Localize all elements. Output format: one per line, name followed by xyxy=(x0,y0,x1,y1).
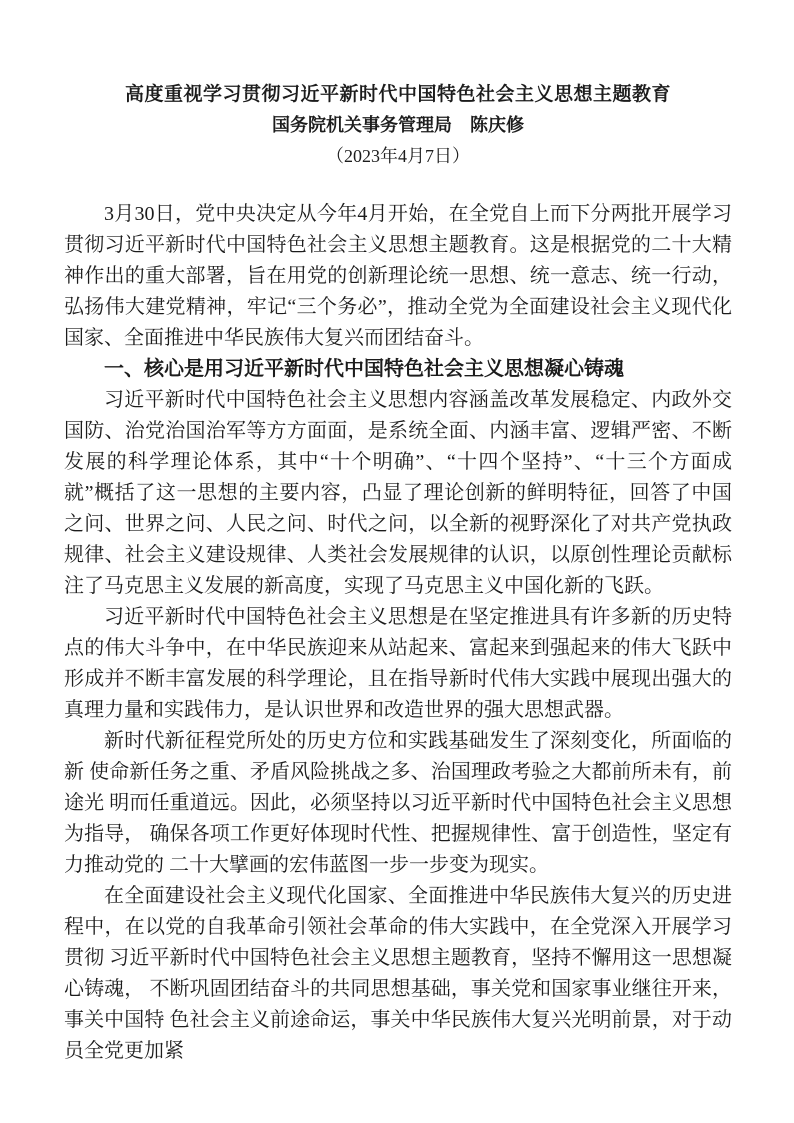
document-body xyxy=(64,199,732,1067)
document-byline: 国务院机关事务管理局 陈庆修 xyxy=(272,115,524,135)
document-title: 高度重视学习贯彻习近平新时代中国特色社会主义思想主题教育 xyxy=(124,84,671,105)
paragraph: 习近平新时代中国特色社会主义思想是在坚定推进具有许多新的历史特点的伟大斗争中，在中华民族迎来从站起来、富起来到强起来的伟大飞跃中形成并不断丰富发展的科学理论，且在指导新时代伟大实践中展现出强大的真理力量和实践伟力，是认识世界和改造世界的强大思想武器。 xyxy=(64,606,732,721)
paragraph: 在全面建设社会主义现代化国家、全面推进中华民族伟大复兴的历史进程中，在以党的自我革命引领社会革命的伟大实践中，在全党深入开展学习贯彻 习近平新时代中国特色社会主义思想主题教育，坚持不懈用这一思想凝心铸魂， 不断巩固团结奋斗的共同思想基础，事关党和国家事业继往开来，事关中国特 色社会主义前途命运，事关中华民族伟大复兴光明前景，对于动员全党更加紧 xyxy=(64,885,732,1062)
paragraph: 新时代新征程党所处的历史方位和实践基础发生了深刻变化，所面临的新 使命新任务之重、矛盾风险挑战之多、治国理政考验之大都前所未有，前途光 明而任重道远。因此，必须坚持以习近平新时代中国特色社会主义思想为指导， 确保各项工作更好体现时代性、把握规律性、富于创造性，坚定有力推动党的 二十大擘画的宏伟蓝图一步一步变为现实。 xyxy=(64,730,732,876)
section-heading: 一、核心是用习近平新时代中国特色社会主义思想凝心铸魂 xyxy=(104,358,624,380)
document-dateline: （2023年4月7日） xyxy=(326,146,470,166)
paragraph: 3月30日，党中央决定从今年4月开始，在全党自上而下分两批开展学习贯彻习近平新时代中国特色社会主义思想主题教育。这是根据党的二十大精神作出的重大部署，旨在用党的创新理论统一思想、统一意志、统一行动，弘扬伟大建党精神，牢记“三个务必”，推动全党为全面建设社会主义现代化国家、全面推进中华民族伟大复兴而团结奋斗。 xyxy=(64,203,732,349)
paragraph: 习近平新时代中国特色社会主义思想内容涵盖改革发展稳定、内政外交国防、治党治国治军等方方面面，是系统全面、内涵丰富、逻辑严密、不断发展的科学理论体系，其中“十个明确”、“十四个坚持”、“十三个方面成就”概括了这一思想的主要内容，凸显了理论创新的鲜明特征，回答了中国之问、世界之问、人民之问、时代之问，以全新的视野深化了对共产党执政规律、社会主义建设规律、人类社会发展规律的认识，以原创性理论贡献标注了马克思主义发展的新高度，实现了马克思主义中国化新的飞跃。 xyxy=(64,389,732,597)
